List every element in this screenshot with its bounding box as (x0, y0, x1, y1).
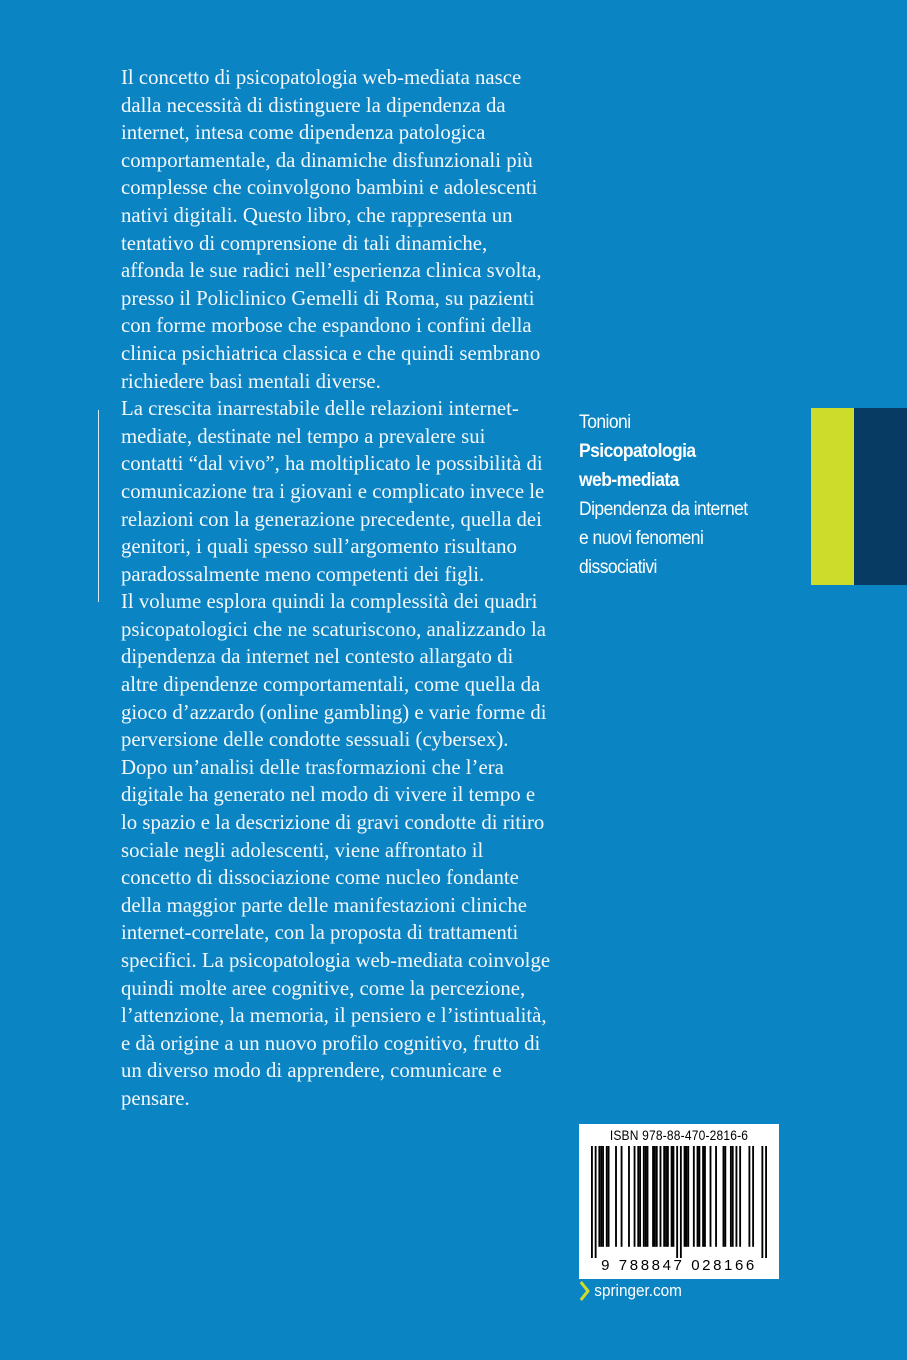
blurb-line: un diverso modo di apprendere, comunicare e (121, 1059, 502, 1083)
blurb-line: dalla necessità di distinguere la dipendenza da (121, 93, 506, 117)
barcode-bar (645, 1146, 647, 1247)
barcode-bar (628, 1146, 630, 1247)
publisher-link[interactable] (579, 1281, 682, 1301)
barcode-bar (671, 1146, 673, 1247)
barcode-bar (598, 1146, 600, 1247)
blurb-line: richiedere basi mentali diverse. (121, 369, 381, 393)
barcode-bar (748, 1146, 750, 1247)
barcode-bar (693, 1146, 695, 1247)
blurb-line: genitori, i quali spesso sull’argomento risultano (121, 535, 517, 559)
blurb-line: lo spazio e la descrizione di gravi condotte di ritiro (121, 811, 545, 835)
barcode-bar (656, 1146, 658, 1247)
blurb-line: nativi digitali. Questo libro, che rappresenta un (121, 203, 513, 227)
chevron-right-icon (579, 1281, 590, 1301)
barcode-bar (710, 1146, 712, 1247)
barcode-bar (667, 1146, 669, 1247)
barcode-bar (663, 1146, 665, 1247)
blurb-line: comportamentale, da dinamiche disfunzionali più (121, 148, 533, 172)
book-title-line: web-mediata (579, 470, 679, 491)
barcode-bar (739, 1146, 741, 1247)
blurb-line: perversione delle condotte sessuali (cybersex). (121, 728, 509, 752)
book-subtitle-line: dissociativi (579, 557, 657, 578)
blurb-line: La crescita inarrestabile delle relazioni internet- (121, 397, 519, 421)
barcode-bar (673, 1146, 675, 1247)
barcode-bar (715, 1146, 717, 1247)
barcode-bar (652, 1146, 654, 1247)
blurb-line: complesse che coinvolgono bambini e adolescenti (121, 176, 538, 200)
barcode-bar (685, 1146, 687, 1247)
blurb-line: paradossalmente meno competenti dei figli. (121, 562, 485, 586)
barcode-bar (732, 1146, 734, 1247)
barcode-bar (595, 1146, 597, 1258)
barcode-bar (730, 1146, 732, 1247)
barcode-bar (634, 1146, 636, 1247)
barcode-bar (606, 1146, 608, 1247)
blurb-line: tentativo di comprensione di tali dinamiche, (121, 231, 488, 255)
barcode-bar (723, 1146, 725, 1247)
barcode-bar (660, 1146, 662, 1247)
barcode-bar (765, 1146, 767, 1258)
book-subtitle-line: e nuovi fenomeni (579, 528, 704, 549)
blurb-line: comunicazione tra i giovani e complicato invece le (121, 479, 545, 503)
color-band-lime (811, 408, 854, 585)
ean-digits: 9 788847 028166 (601, 1257, 757, 1274)
blurb-line: della maggior parte delle manifestazioni cliniche (121, 893, 527, 917)
blurb-line: pensare. (121, 1086, 190, 1110)
barcode-bar (665, 1146, 667, 1247)
blurb-line: internet, intesa come dipendenza patologica (121, 121, 486, 145)
blurb-line: l’attenzione, la memoria, il pensiero e l’istintualità, (121, 1004, 547, 1028)
barcode-bar (687, 1146, 689, 1247)
barcode-bars (591, 1146, 767, 1258)
blurb-line: Dopo un’analisi delle trasformazioni che l’era (121, 755, 504, 779)
blurb-line: Il volume esplora quindi la complessità dei quadri (121, 590, 538, 614)
vertical-divider (98, 410, 99, 602)
barcode-bar (724, 1146, 726, 1247)
barcode-bar (647, 1146, 649, 1247)
blurb-line: dipendenza da internet nel contesto allargato di (121, 645, 514, 669)
blurb-line: mediate, destinate nel tempo a prevalere sui (121, 424, 486, 448)
barcode-bar (637, 1146, 639, 1247)
barcode-bar (615, 1146, 617, 1247)
blurb-line: concetto di dissociazione come nucleo fondante (121, 866, 519, 890)
blurb-line: con forme morbose che espandono i confini della (121, 314, 532, 338)
blurb-line: clinica psichiatrica classica e che quindi sembrano (121, 341, 541, 365)
barcode-bar (684, 1146, 686, 1247)
barcode-bar (704, 1146, 706, 1247)
barcode-bar (761, 1146, 763, 1258)
blurb-line: psicopatologici che ne scaturiscono, analizzando la (121, 617, 547, 641)
barcode-bar (697, 1146, 699, 1247)
author-name: Tonioni (579, 412, 631, 433)
blurb-line: gioco d’azzardo (online gambling) e varie forme di (121, 700, 547, 724)
blurb-line: Il concetto di psicopatologia web-mediata nasce (121, 66, 522, 89)
barcode-bar (639, 1146, 641, 1247)
barcode-bar (736, 1146, 738, 1247)
blurb-line: internet-correlate, con la proposta di trattamenti (121, 921, 519, 945)
blurb-line: e dà origine a un nuovo profilo cognitivo, frutto di (121, 1031, 541, 1055)
barcode-bar (602, 1146, 604, 1247)
barcode-bar (702, 1146, 704, 1247)
blurb-line: digitale ha generato nel modo di vivere il tempo e (121, 783, 536, 807)
blurb-line: specifici. La psicopatologia web-mediata coinvolge (121, 949, 551, 972)
color-band-navy (854, 408, 907, 585)
barcode-bar (621, 1146, 623, 1247)
blurb-line: altre dipendenze comportamentali, come quella da (121, 673, 541, 697)
book-subtitle-line: Dipendenza da internet (579, 499, 748, 520)
blurb-line: quindi molte aree cognitive, come la percezione, (121, 976, 526, 1000)
blurb-line: presso il Policlinico Gemelli di Roma, su pazienti (121, 286, 535, 310)
isbn-label: ISBN 978-88-470-2816-6 (609, 1127, 749, 1143)
blurb-text (121, 64, 571, 1113)
barcode-bar (680, 1146, 682, 1258)
blurb-line: contatti “dal vivo”, ha moltiplicato le possibilità di (121, 452, 543, 476)
barcode-bar (654, 1146, 656, 1247)
book-title-line: Psicopatologia (579, 441, 696, 462)
barcode-bar (698, 1146, 700, 1247)
barcode-bar (600, 1146, 602, 1247)
barcode-bar (643, 1146, 645, 1247)
blurb-line: sociale negli adolescenti, viene affrontato il (121, 838, 484, 862)
publisher-url: springer.com (594, 1281, 682, 1300)
blurb-line: relazioni con la generazione precedente, quella dei (121, 507, 542, 531)
barcode-bar (591, 1146, 593, 1258)
barcode-bar (676, 1146, 678, 1258)
barcode-bar (608, 1146, 610, 1247)
book-meta (579, 408, 781, 582)
isbn-barcode (579, 1124, 779, 1279)
barcode-bar (752, 1146, 754, 1247)
blurb-line: affonda le sue radici nell’esperienza clinica svolta, (121, 259, 542, 283)
